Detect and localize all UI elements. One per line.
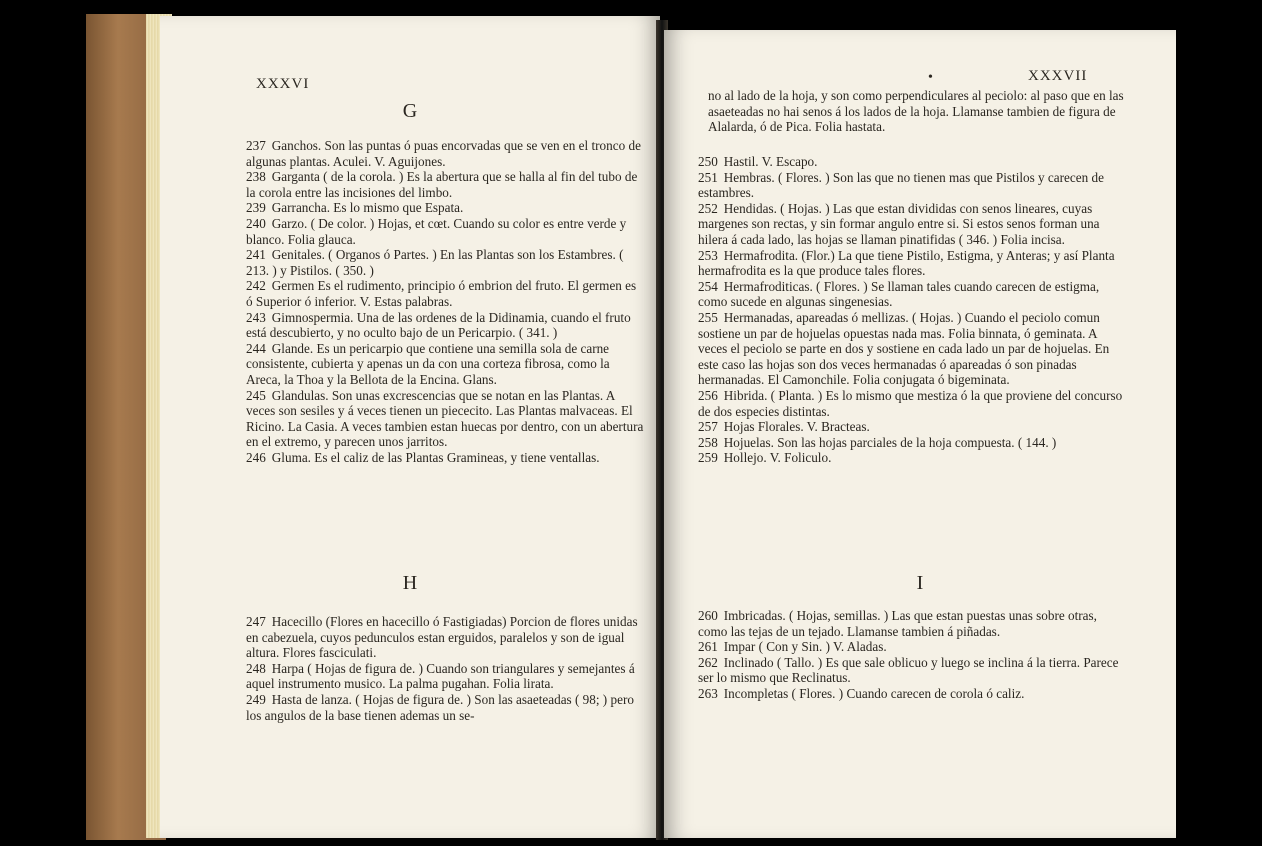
- entry-text: Gimnospermia. Una de las ordenes de la Didinamia, cuando el fruto está descubierto, y no oculto bajo de un Pericarpio. ( 341. ): [246, 309, 631, 341]
- dictionary-entry: [698, 639, 1128, 655]
- entry-number: 254: [698, 278, 718, 294]
- entry-text: Glande. Es un pericarpio que contiene una semilla sola de carne consistente, cubierta y apenas un da con una corteza fibrosa, como la Areca, la Thoa y la Bellota de la Encina. Glans.: [246, 340, 610, 387]
- right-page: [664, 30, 1176, 838]
- entry-number: 259: [698, 450, 718, 466]
- entry-text: Incompletas ( Flores. ) Cuando carecen de corola ó caliz.: [723, 685, 1025, 701]
- dictionary-entry: [246, 200, 646, 216]
- dictionary-entry: [246, 692, 646, 723]
- entry-number: 246: [246, 449, 266, 465]
- dictionary-entry: [246, 310, 646, 341]
- entry-text: Hojuelas. Son las hojas parciales de la hoja compuesta. ( 144. ): [723, 434, 1057, 450]
- printer-dot: •: [928, 70, 933, 85]
- entry-number: 245: [246, 387, 266, 403]
- entries-g: [246, 138, 646, 465]
- entry-text: Hembras. ( Flores. ) Son las que no tienen mas que Pistilos y carecen de estambres.: [698, 169, 1104, 201]
- entry-text: Inclinado ( Tallo. ) Es que sale oblicuo y luego se inclina á la tierra. Parece ser lo mismo que Reclinatus.: [698, 654, 1119, 686]
- dictionary-entry: [698, 170, 1128, 201]
- dictionary-entry: [246, 388, 646, 450]
- dictionary-entry: [698, 435, 1128, 451]
- entry-text: Impar ( Con y Sin. ) V. Aladas.: [723, 639, 887, 655]
- dictionary-entry: [698, 419, 1128, 435]
- dictionary-entry: [698, 310, 1128, 388]
- entry-number: 248: [246, 660, 266, 676]
- entry-text: Hasta de lanza. ( Hojas de figura de. ) Son las asaeteadas ( 98; ) pero los angulos de la base tienen ademas un se-: [246, 691, 634, 723]
- entries-i: [698, 608, 1128, 702]
- entry-number: 260: [698, 608, 718, 623]
- entries-h-right: [698, 154, 1128, 466]
- entry-text: Hojas Florales. V. Bracteas.: [723, 419, 870, 435]
- entry-number: 244: [246, 340, 266, 356]
- entry-number: 239: [246, 200, 266, 216]
- entry-text: Glandulas. Son unas excrescencias que se notan en las Plantas. A veces son sesiles y á veces tienen un piececito. Las Plantas malvaceas. El Ricino. La Casia. A veces tambien estan huecas por dentro, con un abertura en el extremo, y parecen unos jarritos.: [246, 387, 644, 450]
- dictionary-entry: [246, 216, 646, 247]
- dictionary-entry: [246, 661, 646, 692]
- dictionary-entry: [246, 169, 646, 200]
- entry-text: Hacecillo (Flores en hacecillo ó Fastigiadas) Porcion de flores unidas en cabezuela, cuyos pedunculos estan erguidos, paralelos y son de igual altura. Flores fasciculati.: [246, 614, 638, 661]
- entry-number: 262: [698, 654, 718, 670]
- section-heading-i: I: [916, 572, 924, 594]
- entry-text: Garganta ( de la corola. ) Es la abertura que se halla al fin del tubo de la corola entre las incisiones del limbo.: [246, 169, 638, 200]
- right-folio: XXXVII: [1028, 68, 1088, 84]
- dictionary-entry: [698, 154, 1128, 170]
- entry-text: Hibrida. ( Planta. ) Es lo mismo que mestiza ó la que proviene del concurso de dos especies distintas.: [698, 387, 1123, 419]
- entry-number: 253: [698, 247, 718, 263]
- left-page: [160, 16, 660, 838]
- entry-number: 251: [698, 169, 718, 185]
- entry-number: 249: [246, 691, 266, 707]
- entry-number: 255: [698, 309, 718, 325]
- dictionary-entry: [246, 450, 646, 466]
- entry-text: Hermafroditicas. ( Flores. ) Se llaman tales cuando carecen de estigma, como sucede en algunas singenesias.: [698, 278, 1100, 310]
- entry-text: Gluma. Es el caliz de las Plantas Gramineas, y tiene ventallas.: [271, 449, 600, 465]
- entry-text: Imbricadas. ( Hojas, semillas. ) Las que estan puestas unas sobre otras, como las tejas de un tejado. Llamanse tambien á piñadas.: [698, 608, 1097, 639]
- entry-number: 261: [698, 639, 718, 655]
- dictionary-entry: [246, 614, 646, 661]
- continuation-text: [708, 88, 1128, 135]
- entry-number: 258: [698, 434, 718, 450]
- entry-text: Hermafrodita. (Flor.) La que tiene Pistilo, Estigma, y Anteras; y así Planta hermafrodita es la que produce tales flores.: [698, 247, 1115, 279]
- entry-number: 263: [698, 685, 718, 701]
- entry-number: 256: [698, 387, 718, 403]
- entry-number: 241: [246, 247, 266, 263]
- dictionary-entry: [698, 279, 1128, 310]
- left-folio: XXXVI: [256, 76, 310, 92]
- entry-text: Garrancha. Es lo mismo que Espata.: [271, 200, 464, 216]
- entry-text: Garzo. ( De color. ) Hojas, et cœt. Cuando su color es entre verde y blanco. Folia glauca.: [246, 215, 627, 247]
- entry-text: Germen Es el rudimento, principio ó embrion del fruto. El germen es ó Superior ó inferior. V. Estas palabras.: [246, 278, 637, 309]
- section-heading-g: G: [402, 100, 418, 122]
- entries-h-left: [246, 614, 646, 723]
- dictionary-entry: [698, 608, 1128, 639]
- dictionary-entry: [246, 138, 646, 169]
- entry-number: 247: [246, 614, 266, 629]
- dictionary-entry: [698, 686, 1128, 702]
- continuation-paragraph: no al lado de la hoja, y son como perpendiculares al peciolo: al paso que en las asaeteadas no hai senos á los lados de la hoja. Llamanse tambien de figura de Alalarda, ó de Pica. Folia hastata.: [708, 88, 1124, 135]
- entry-number: 240: [246, 215, 266, 231]
- entry-text: Harpa ( Hojas de figura de. ) Cuando son triangulares y semejantes á aquel instrumento musico. La palma pugahan. Folia lirata.: [246, 660, 635, 692]
- entry-text: Hastil. V. Escapo.: [723, 154, 818, 169]
- dictionary-entry: [246, 341, 646, 388]
- section-heading-h: H: [402, 572, 418, 594]
- entry-text: Genitales. ( Organos ó Partes. ) En las Plantas son los Estambres. ( 213. ) y Pistilos. ( 350. ): [246, 247, 624, 278]
- entry-text: Hollejo. V. Foliculo.: [723, 450, 832, 466]
- dictionary-entry: [698, 248, 1128, 279]
- entry-number: 243: [246, 309, 266, 325]
- dictionary-entry: [698, 450, 1128, 466]
- entry-number: 242: [246, 278, 266, 294]
- entry-text: Hendidas. ( Hojas. ) Las que estan divididas con senos lineares, cuyas margenes son rectas, y sin formar angulo entre si. Si estos senos forman una hilera á cada lado, las hojas se llaman pinatifidas ( 346. ) Folia incisa.: [698, 200, 1100, 247]
- dictionary-entry: [246, 278, 646, 309]
- entry-text: Ganchos. Son las puntas ó puas encorvadas que se ven en el tronco de algunas plantas. Aculei. V. Aguijones.: [246, 138, 641, 169]
- entry-number: 238: [246, 169, 266, 185]
- entry-number: 257: [698, 419, 718, 435]
- entry-number: 252: [698, 200, 718, 216]
- dictionary-entry: [698, 655, 1128, 686]
- dictionary-entry: [698, 388, 1128, 419]
- dictionary-entry: [698, 201, 1128, 248]
- entry-text: Hermanadas, apareadas ó mellizas. ( Hojas. ) Cuando el peciolo comun sostiene un par de hojuelas opuestas nada mas. Folia binnata, ó geminata. A veces el peciolo se parte en dos y sostiene en cada lado un par de hojuelas. En este caso las hojas son dos veces hermanadas ó apareadas ó son pinadas hermanadas. El Camonchile. Folia conjugata ó bigeminata.: [698, 309, 1110, 388]
- entry-number: 250: [698, 154, 718, 169]
- entry-number: 237: [246, 138, 266, 153]
- dictionary-entry: [246, 247, 646, 278]
